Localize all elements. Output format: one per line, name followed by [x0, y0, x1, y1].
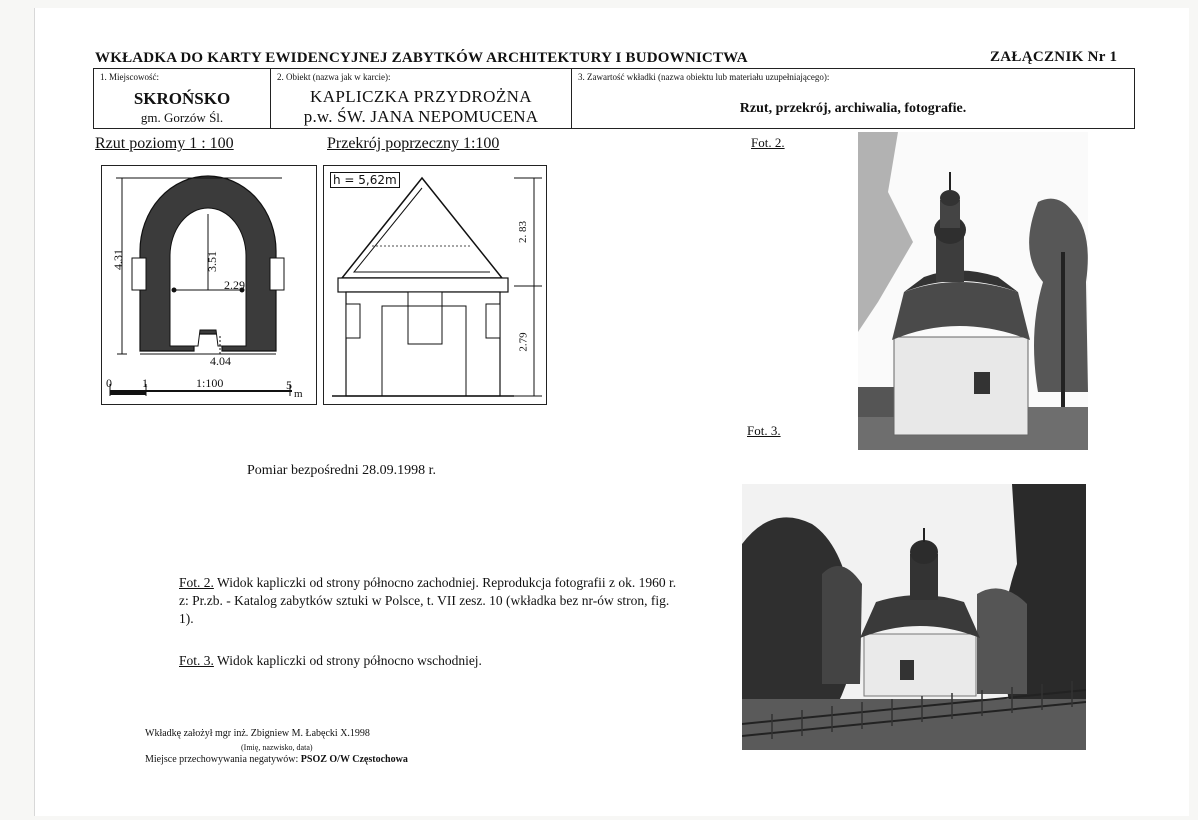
chapel-archival-photo [858, 132, 1088, 450]
storage-line [145, 754, 408, 765]
measurement-note: Pomiar bezpośredni 28.09.1998 r. [247, 463, 436, 478]
author-hint: (Imię, nazwisko, data) [241, 743, 313, 752]
fot3-label: Fot. 3. [747, 423, 781, 438]
object-label: 2. Obiekt (nazwa jak w karcie): [277, 72, 391, 82]
plan-inner-width-dim: 2.29 [224, 278, 245, 292]
scale-five: 5 [286, 378, 292, 392]
location-value: SKROŃSKO [133, 89, 231, 108]
plan-title: Rzut poziomy 1 : 100 [95, 135, 234, 152]
location-label: 1. Miejscowość: [100, 72, 159, 82]
scale-label: 1:100 [196, 376, 224, 390]
location-commune: gm. Gorzów Śl. [140, 110, 224, 125]
cross-section-drawing [324, 166, 546, 404]
annex-number: ZAŁĄCZNIK Nr 1 [990, 49, 1118, 65]
cross-section-frame [323, 165, 547, 405]
fot2-caption-ref: Fot. 2. [179, 575, 214, 590]
fot3-caption-ref: Fot. 3. [179, 653, 214, 668]
floor-plan-frame [101, 165, 317, 405]
fot3-caption-text: Widok kapliczki od strony północno wschodniej. [213, 653, 482, 668]
scale-zero: 0 [106, 376, 112, 390]
storage-value: PSOZ O/W Częstochowa [300, 754, 408, 765]
header-table [93, 68, 1135, 129]
chapel-current-photo [742, 484, 1086, 750]
location-cell [94, 69, 271, 129]
document-title: WKŁADKA DO KARTY EWIDENCYJNEJ ZABYTKÓW ARCHITEKTURY I BUDOWNICTWA [95, 50, 748, 66]
fot3-photo [742, 484, 1086, 750]
fot2-label: Fot. 2. [751, 135, 785, 150]
fot2-photo [858, 132, 1088, 450]
object-name: KAPLICZKA PRZYDROŻNA [310, 87, 532, 106]
fot2-caption-text: Widok kapliczki od strony północno zachodniej. Reprodukcja fotografii z ok. 1960 r. z: Pr.zb. - Katalog zabytków sztuki w Polsce, t. VII zesz. 10 (wkładka bez nr-ów stron, fig. 1). [179, 575, 677, 626]
plan-width-dim: 4.04 [210, 354, 231, 368]
scale-unit: m [294, 388, 303, 400]
author-value: mgr inż. Zbigniew M. Łabęcki X.1998 [214, 728, 370, 739]
fot2-caption [179, 574, 679, 628]
contents-value: Rzut, przekrój, archiwalia, fotografie. [739, 101, 967, 116]
storage-label: Miejsce przechowywania negatywów: [145, 754, 301, 765]
section-lower-dim: 2.79 [517, 332, 530, 352]
section-upper-dim: 2. 83 [517, 221, 529, 243]
plan-height-dim: 4.31 [111, 249, 125, 270]
fot3-caption [179, 652, 679, 670]
header-divider [93, 128, 1135, 129]
scale-one: 1 [142, 376, 148, 390]
contents-label: 3. Zawartość wkładki (nazwa obiektu lub materiału uzupełniającego): [578, 72, 830, 82]
section-height-label: h = 5,62m [330, 172, 400, 188]
author-label: Wkładkę założył [145, 728, 215, 739]
object-dedication: p.w. ŚW. JANA NEPOMUCENA [303, 107, 539, 126]
plan-inner-height-dim: 3.51 [205, 251, 219, 272]
object-cell [271, 69, 572, 129]
contents-cell [572, 69, 1134, 129]
document-sheet [34, 8, 1189, 816]
author-line [145, 728, 370, 739]
floor-plan-drawing [102, 166, 316, 404]
section-title: Przekrój poprzeczny 1:100 [327, 135, 500, 152]
